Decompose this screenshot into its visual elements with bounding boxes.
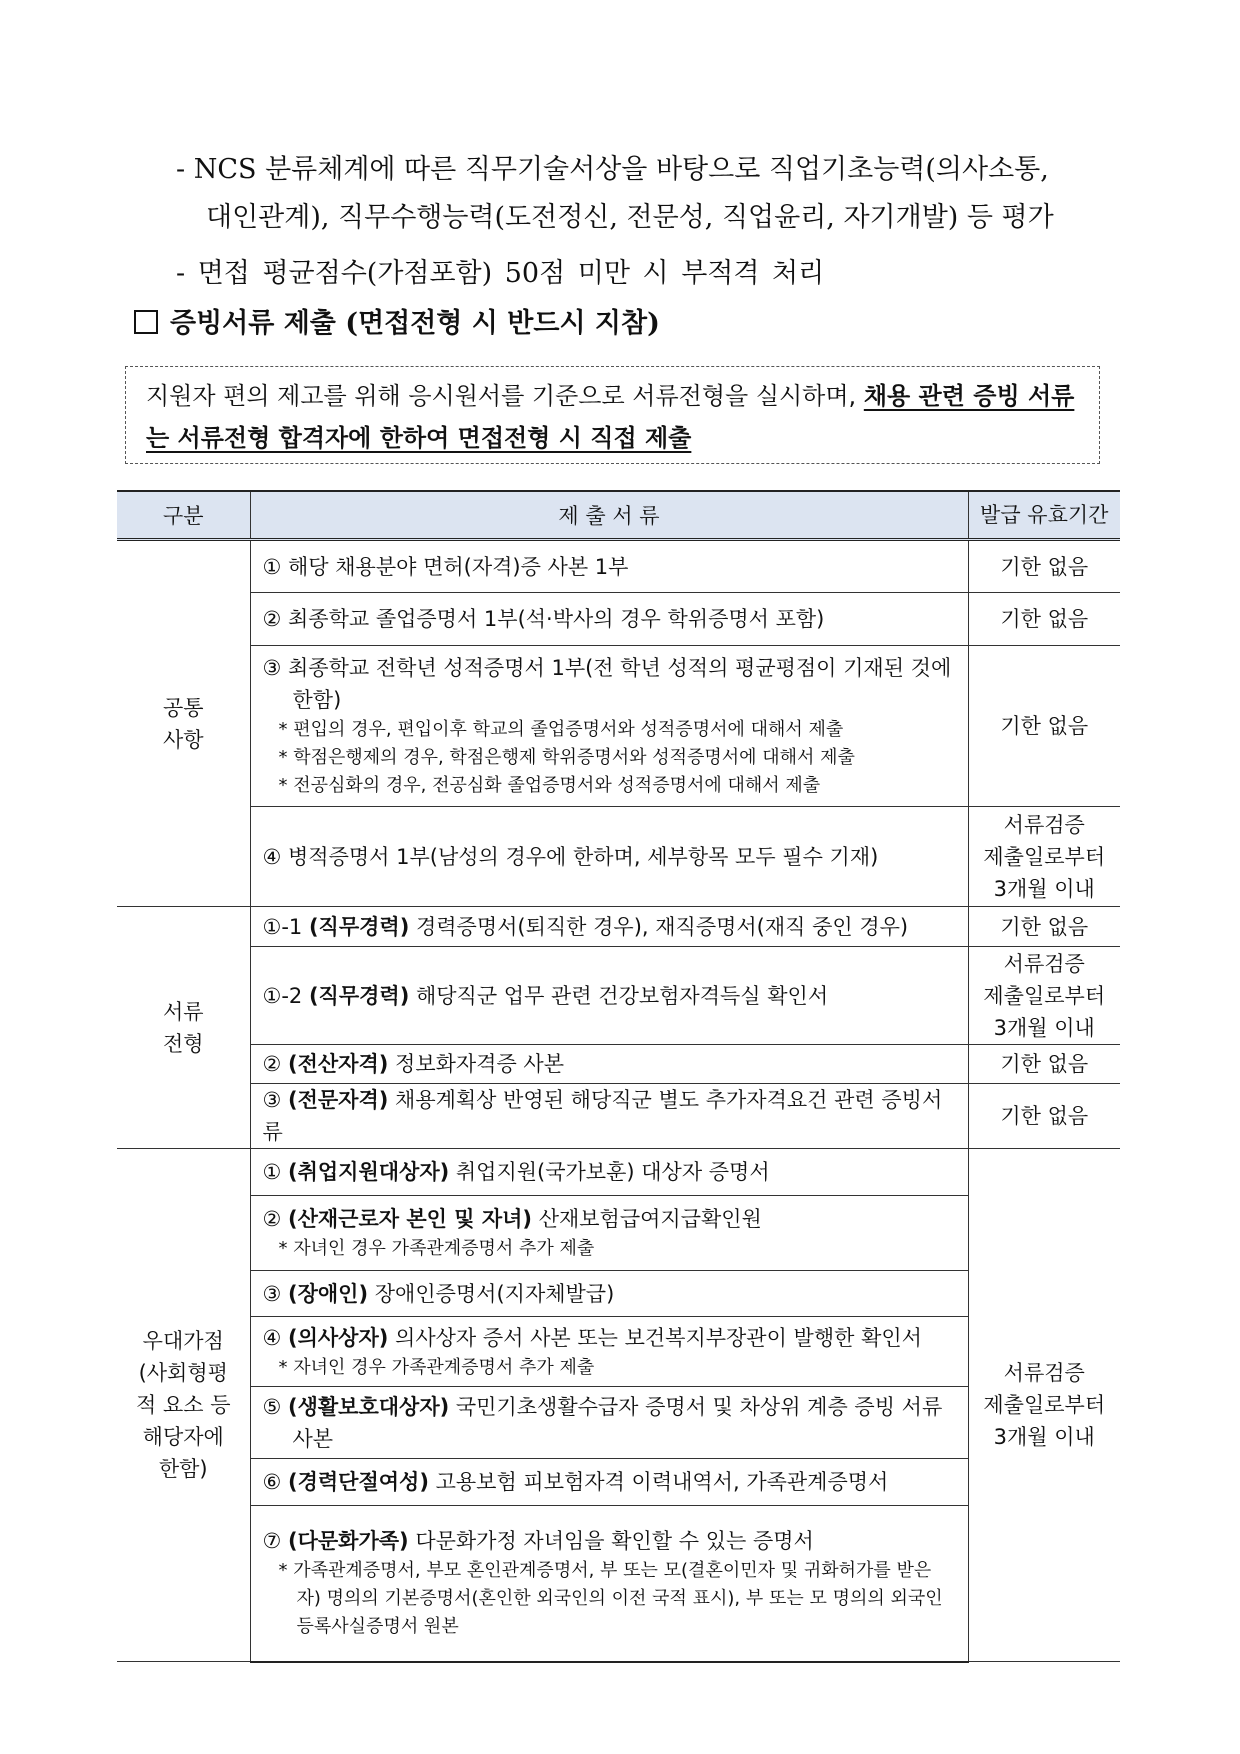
doc-type: (취업지원대상자) <box>288 1160 450 1184</box>
header-documents: 제 출 서 류 <box>250 491 968 540</box>
doc-note: * 학점은행제의 경우, 학점은행제 학위증명서와 성적증명서에 대해서 제출 <box>278 747 855 768</box>
validity-cell: 서류검증 제출일로부터 3개월 이내 <box>968 1149 1120 1662</box>
table-header-row <box>117 491 1120 540</box>
doc-cell <box>250 1459 968 1506</box>
doc-text: 국민기초생활수급자 증명서 및 차상위 계층 증빙 서류 사본 <box>292 1394 943 1451</box>
category-common: 공통 사항 <box>117 540 250 907</box>
doc-text: 취업지원(국가보훈) 대상자 증명서 <box>449 1160 770 1184</box>
doc-note: * 전공심화의 경우, 전공심화 졸업증명서와 성적증명서에 대해서 제출 <box>278 775 821 796</box>
doc-note: * 자녀인 경우 가족관계증명서 추가 제출 <box>278 1356 595 1378</box>
doc-text: 고용보험 피보험자격 이력내역서, 가족관계증명서 <box>428 1470 889 1494</box>
bullet-evaluation-line1: - NCS 분류체계에 따른 직무기술서상을 바탕으로 직업기초능력(의사소통, <box>176 154 1049 185</box>
doc-number: ④ <box>262 1325 289 1350</box>
doc-type: (산재근로자 본인 및 자녀) <box>288 1207 533 1231</box>
validity-cell: 기한 없음 <box>968 646 1120 807</box>
doc-number: ② <box>262 1052 289 1076</box>
doc-number: ⑥ <box>262 1470 289 1494</box>
table-row <box>117 1045 1120 1084</box>
doc-type: (전산자격) <box>288 1052 389 1076</box>
notice-text: 지원자 편의 제고를 위해 응시원서를 기준으로 서류전형을 실시하며, <box>146 382 864 410</box>
documents-table <box>117 490 1120 1663</box>
table-row <box>117 593 1120 646</box>
doc-cell <box>250 1317 968 1387</box>
doc-text: 장애인증명서(지자체발급) <box>368 1281 615 1306</box>
doc-cell <box>250 1045 968 1084</box>
validity-cell: 기한 없음 <box>968 540 1120 593</box>
validity-cell: 서류검증 제출일로부터 3개월 이내 <box>968 947 1120 1045</box>
section-heading <box>134 300 660 348</box>
doc-cell: ④ 병적증명서 1부(남성의 경우에 한하며, 세부항목 모두 필수 기재) <box>250 807 968 907</box>
doc-cell <box>250 1084 968 1149</box>
doc-note: * 자녀인 경우 가족관계증명서 추가 제출 <box>278 1238 595 1259</box>
doc-type: (직무경력) <box>308 914 410 939</box>
doc-text: 다문화가정 자녀임을 확인할 수 있는 증명서 <box>408 1529 814 1554</box>
bullet-disqualification <box>176 250 1121 298</box>
bullet-evaluation <box>176 146 1121 242</box>
doc-note: * 편입의 경우, 편입이후 학교의 졸업증명서와 성적증명서에 대해서 제출 <box>278 719 844 740</box>
doc-text: 의사상자 증서 사본 또는 보건복지부장관이 발행한 확인서 <box>388 1325 922 1350</box>
doc-type: (다문화가족) <box>288 1529 409 1554</box>
table-row <box>117 907 1120 947</box>
table-row <box>117 947 1120 1045</box>
category-screening: 서류 전형 <box>117 907 250 1149</box>
doc-note: * 가족관계증명서, 부모 혼인관계증명서, 부 또는 모(결혼이민자 및 귀화허가를 받은 자) 명의의 기본증명서(혼인한 외국인의 이전 국적 표시), 부 또는 모 명의의 외국인 등록사실증명서 원본 <box>278 1560 943 1638</box>
table-row <box>117 1084 1120 1149</box>
category-preferential: 우대가점 (사회형평 적 요소 등 해당자에 한함) <box>117 1149 250 1662</box>
doc-cell <box>250 646 968 807</box>
doc-number: ⑦ <box>262 1529 289 1554</box>
validity-cell: 기한 없음 <box>968 593 1120 646</box>
doc-cell <box>250 1506 968 1662</box>
doc-number: ③ <box>262 1088 289 1112</box>
doc-cell <box>250 1387 968 1459</box>
doc-type: (생활보호대상자) <box>288 1394 450 1419</box>
doc-number: ⑤ <box>262 1394 289 1419</box>
doc-cell <box>250 1196 968 1271</box>
doc-number: ① <box>262 1160 289 1184</box>
doc-type: (경력단절여성) <box>288 1470 429 1494</box>
doc-type: (직무경력) <box>308 983 410 1008</box>
bullet-evaluation-line2: 대인관계), 직무수행능력(도전정신, 전문성, 직업윤리, 자기개발) 등 평가 <box>206 202 1054 233</box>
validity-cell: 기한 없음 <box>968 907 1120 947</box>
doc-cell <box>250 947 968 1045</box>
table-row <box>117 1149 1120 1196</box>
section-heading-text: 증빙서류 제출 (면접전형 시 반드시 지참) <box>170 308 660 339</box>
doc-text: 경력증명서(퇴직한 경우), 재직증명서(재직 중인 경우) <box>409 914 909 939</box>
doc-number: ② <box>262 1207 289 1231</box>
table-row <box>117 646 1120 807</box>
doc-cell <box>250 907 968 947</box>
doc-type: (장애인) <box>288 1281 369 1306</box>
doc-number: ①-2 <box>262 983 309 1008</box>
validity-cell: 서류검증 제출일로부터 3개월 이내 <box>968 807 1120 907</box>
doc-cell <box>250 1149 968 1196</box>
doc-text: ③ 최종학교 전학년 성적증명서 1부(전 학년 성적의 평균평점이 기재된 것에 한함) <box>262 656 952 712</box>
notice-box <box>125 366 1100 464</box>
notice-emphasis: 채용 관련 증빙 서류는 서류전형 합격자에 한하여 면접전형 시 직접 제출 <box>146 382 1075 452</box>
validity-cell: 기한 없음 <box>968 1045 1120 1084</box>
doc-cell: ① 해당 채용분야 면허(자격)증 사본 1부 <box>250 540 968 593</box>
validity-cell: 기한 없음 <box>968 1084 1120 1149</box>
checkbox-square-icon <box>134 310 158 334</box>
doc-text: 산재보험급여지급확인원 <box>532 1207 762 1231</box>
doc-type: (의사상자) <box>288 1325 389 1350</box>
doc-text: 채용계획상 반영된 해당직군 별도 추가자격요건 관련 증빙서류 <box>262 1088 943 1144</box>
bullet-disqualification-text: - 면접 평균점수(가점포함) 50점 미만 시 부적격 처리 <box>176 258 825 289</box>
table-row <box>117 807 1120 907</box>
doc-number: ③ <box>262 1281 289 1306</box>
doc-cell <box>250 1271 968 1317</box>
header-validity: 발급 유효기간 <box>968 491 1120 540</box>
doc-cell: ② 최종학교 졸업증명서 1부(석·박사의 경우 학위증명서 포함) <box>250 593 968 646</box>
doc-text: 정보화자격증 사본 <box>388 1052 564 1076</box>
table-row <box>117 540 1120 593</box>
doc-type: (전문자격) <box>288 1088 389 1112</box>
doc-number: ①-1 <box>262 914 309 939</box>
header-category: 구분 <box>117 491 250 540</box>
doc-text: 해당직군 업무 관련 건강보험자격득실 확인서 <box>409 983 829 1008</box>
